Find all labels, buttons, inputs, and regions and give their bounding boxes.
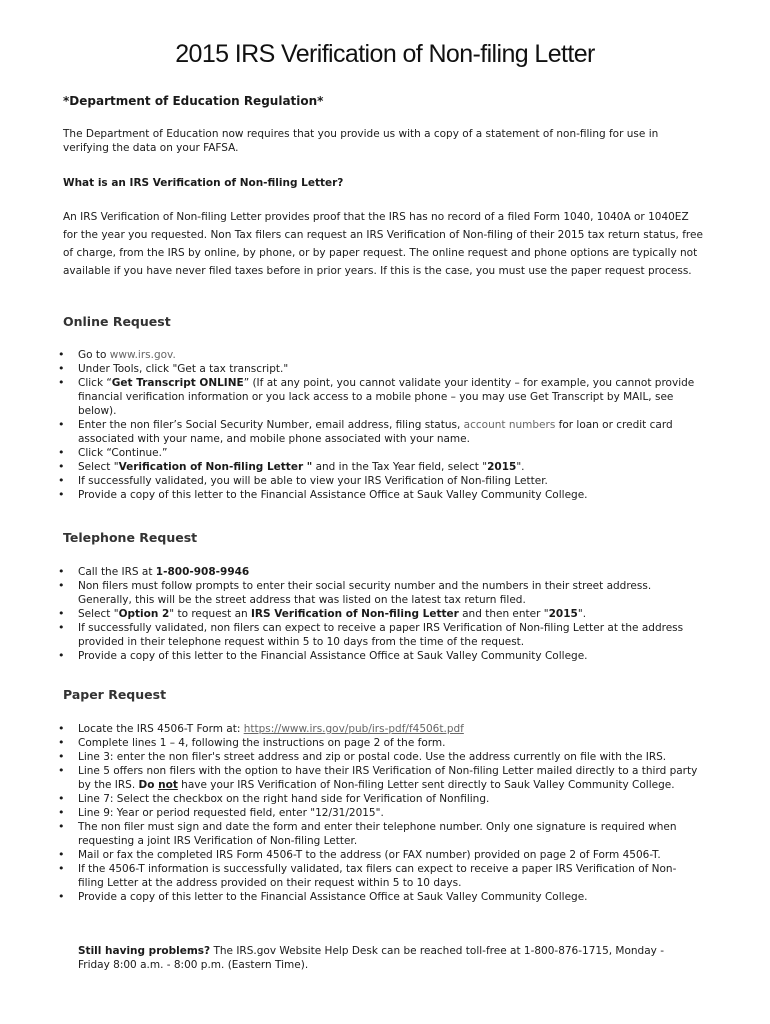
intro-paragraph: The Department of Education now requires that you provide us with a copy of a statement of non-filing for use in verifying the data on your FAFSA. bbox=[63, 128, 659, 154]
form-4506t-link[interactable]: https://www.irs.gov/pub/irs-pdf/f4506t.pdf bbox=[243, 723, 464, 735]
list-item: • Non filers must follow prompts to enter their social security number and the numbers in their street address. Generally, this will be the street address that was listed on the latest tax return filed. bbox=[0, 579, 700, 607]
irs-website-link[interactable]: www.irs.gov. bbox=[109, 349, 176, 361]
list-item bbox=[0, 722, 700, 736]
list-item: • Provide a copy of this letter to the Financial Assistance Office at Sauk Valley Community College. bbox=[0, 890, 700, 904]
list-item bbox=[0, 565, 700, 579]
select-mid-text: and in the Tax Year field, select " bbox=[312, 461, 488, 473]
list-item bbox=[0, 764, 700, 792]
not-bold-underline: not bbox=[158, 779, 178, 791]
get-transcript-bold: Get Transcript ONLINE bbox=[111, 377, 244, 389]
go-to-text: Go to bbox=[78, 349, 110, 361]
list-item: • The non filer must sign and date the form and enter their telephone number. Only one signature is required when requesting a joint IRS Verification of Non-filing Letter. bbox=[0, 820, 700, 848]
still-having-problems-bold: Still having problems? bbox=[78, 945, 211, 957]
enter-text: Enter the non filer’s Social Security Number, email address, filing status, bbox=[78, 419, 464, 431]
letter-bold: IRS Verification of Non-filing Letter bbox=[251, 608, 459, 620]
select-text: Select " bbox=[78, 608, 119, 620]
list-item: • If the 4506-T information is successfully validated, tax filers can expect to receive a paper IRS Verification of Non-filing Letter at the address provided on their request within 5 to 10 days. bbox=[0, 862, 700, 890]
letter-bold: Verification of Non-filing Letter " bbox=[118, 461, 313, 473]
list-item: • Line 9: Year or period requested field, enter "12/31/2015". bbox=[0, 806, 700, 820]
year-bold: 2015 bbox=[548, 608, 578, 620]
line5-text: Line 5 offers non filers with the option to have their IRS Verification of Non-filing Letter mailed directly to a third party by the IRS. bbox=[78, 765, 698, 791]
account-numbers-link[interactable]: account numbers bbox=[463, 419, 556, 431]
list-item: • Line 7: Select the checkbox on the right hand side for Verification of Nonfiling. bbox=[0, 792, 700, 806]
select-mid-text: " to request an bbox=[169, 608, 252, 620]
list-item: • If successfully validated, you will be able to view your IRS Verification of Non-filing Letter. bbox=[0, 474, 700, 488]
regulation-heading: *Department of Education Regulation* bbox=[63, 94, 324, 108]
enter-rest-text: for loan or credit card associated with your name, and mobile phone associated with your name. bbox=[78, 419, 673, 445]
page-title: 2015 IRS Verification of Non-filing Letter bbox=[175, 40, 595, 68]
list-item bbox=[0, 376, 700, 418]
list-item bbox=[0, 418, 700, 446]
locate-text: Locate the IRS 4506-T Form at: bbox=[78, 723, 244, 735]
list-item bbox=[0, 607, 700, 621]
telephone-request-list bbox=[0, 565, 700, 663]
select-end-text: ". bbox=[577, 608, 587, 620]
list-item: • Mail or fax the completed IRS Form 4506-T to the address (or FAX number) provided on page 2 of Form 4506-T. bbox=[0, 848, 700, 862]
online-request-heading: Online Request bbox=[63, 314, 171, 329]
list-item: • Click “Continue.” bbox=[0, 446, 700, 460]
help-desk-text: The IRS.gov Website Help Desk can be reached toll-free at 1-800-876-1715, Monday - Friday 8:00 a.m. - 8:00 p.m. (Eastern Time). bbox=[78, 945, 664, 971]
do-bold: Do bbox=[138, 779, 159, 791]
list-item bbox=[0, 348, 700, 362]
list-item: • Complete lines 1 – 4, following the instructions on page 2 of the form. bbox=[0, 736, 700, 750]
list-item: • Under Tools, click "Get a tax transcript." bbox=[0, 362, 700, 376]
call-text: Call the IRS at bbox=[78, 566, 156, 578]
online-request-list bbox=[0, 348, 700, 502]
paper-request-list bbox=[0, 722, 700, 904]
list-item: • Provide a copy of this letter to the Financial Assistance Office at Sauk Valley Community College. bbox=[0, 649, 700, 663]
select-end-text: ". bbox=[516, 461, 525, 473]
what-is-paragraph: An IRS Verification of Non-filing Letter provides proof that the IRS has no record of a filed Form 1040, 1040A or 1040EZ for the year you requested. Non Tax filers can request an IRS Verification of Non-filing of their 2015 tax return status, free of charge, from the IRS by online, by phone, or by paper request. The online request and phone options are typically not available if you have never filed taxes before in prior years. If this is the case, you must use the paper request process. bbox=[63, 211, 703, 277]
list-item: • If successfully validated, non filers can expect to receive a paper IRS Verification of Non-filing Letter at the address provided in their telephone request within 5 to 10 days from the time of the request. bbox=[0, 621, 700, 649]
select-mid2-text: and then enter " bbox=[458, 608, 549, 620]
what-is-heading: What is an IRS Verification of Non-filing Letter? bbox=[63, 177, 344, 189]
telephone-request-heading: Telephone Request bbox=[63, 530, 198, 545]
line5-rest-text: have your IRS Verification of Non-filing Letter sent directly to Sauk Valley Community College. bbox=[177, 779, 675, 791]
list-item: • Line 3: enter the non filer's street address and zip or postal code. Use the address currently on file with the IRS. bbox=[0, 750, 700, 764]
select-text: Select " bbox=[78, 461, 119, 473]
list-item bbox=[0, 460, 700, 474]
paper-request-heading: Paper Request bbox=[63, 687, 167, 702]
year-bold: 2015 bbox=[487, 461, 517, 473]
click-rest-text: ” (If at any point, you cannot validate your identity – for example, you cannot provide financial verification information or you lack access to a mobile phone – you may use Get Transcript by MAIL, see below). bbox=[78, 377, 695, 417]
irs-phone-number: 1-800-908-9946 bbox=[155, 566, 250, 578]
option-bold: Option 2 bbox=[118, 608, 170, 620]
click-text: Click “ bbox=[78, 377, 112, 389]
list-item: • Provide a copy of this letter to the Financial Assistance Office at Sauk Valley Community College. bbox=[0, 488, 700, 502]
help-desk-note bbox=[78, 944, 698, 972]
